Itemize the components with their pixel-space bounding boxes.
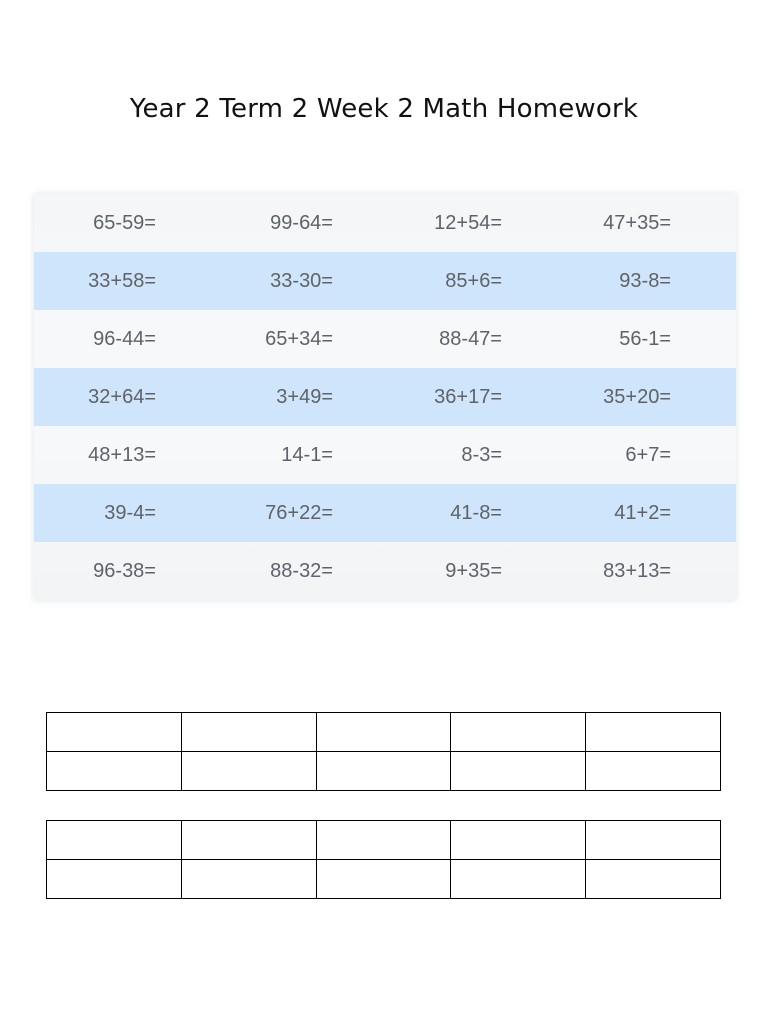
answer-cell[interactable]: [181, 860, 316, 899]
problem-cell: 33-30=: [270, 270, 333, 292]
problem-cell: 65-59=: [93, 212, 156, 234]
problem-cell: 99-64=: [270, 212, 333, 234]
answer-cell[interactable]: [316, 713, 451, 752]
problem-cell: 35+20=: [603, 386, 671, 408]
answer-grid-1: [46, 712, 721, 791]
answer-cell[interactable]: [316, 821, 451, 860]
problem-row-6: [34, 484, 736, 542]
problem-cell: 76+22=: [265, 502, 333, 524]
answer-cell[interactable]: [451, 713, 586, 752]
problem-cell: 41-8=: [450, 502, 502, 524]
answer-row: [47, 821, 721, 860]
answer-cell[interactable]: [47, 821, 182, 860]
answer-cell[interactable]: [181, 752, 316, 791]
problem-cell: 96-44=: [93, 328, 156, 350]
problem-cell: 47+35=: [603, 212, 671, 234]
answer-cell[interactable]: [451, 752, 586, 791]
problem-row-4: [34, 368, 736, 426]
answer-cell[interactable]: [451, 821, 586, 860]
answer-cell[interactable]: [451, 860, 586, 899]
problem-cell: 6+7=: [625, 444, 671, 466]
problem-row-3: [34, 310, 736, 368]
problem-row-5: [34, 426, 736, 484]
problem-row-2: [34, 252, 736, 310]
problem-cell: 3+49=: [276, 386, 333, 408]
answer-cell[interactable]: [47, 860, 182, 899]
problem-cell: 65+34=: [265, 328, 333, 350]
problem-photo: [34, 194, 736, 600]
problem-cell: 88-47=: [439, 328, 502, 350]
problem-cell: 36+17=: [434, 386, 502, 408]
answer-cell[interactable]: [586, 821, 721, 860]
problem-cell: 8-3=: [461, 444, 502, 466]
answer-cell[interactable]: [316, 860, 451, 899]
problem-cell: 12+54=: [434, 212, 502, 234]
answer-row: [47, 860, 721, 899]
problem-cell: 33+58=: [88, 270, 156, 292]
answer-cell[interactable]: [586, 752, 721, 791]
problem-cell: 39-4=: [104, 502, 156, 524]
problem-cell: 88-32=: [270, 560, 333, 582]
problem-cell: 56-1=: [619, 328, 671, 350]
answer-cell[interactable]: [316, 752, 451, 791]
problem-cell: 41+2=: [614, 502, 671, 524]
answer-grid-2: [46, 820, 721, 899]
problem-row-7: [34, 542, 736, 600]
problem-cell: 14-1=: [281, 444, 333, 466]
problem-cell: 93-8=: [619, 270, 671, 292]
answer-cell[interactable]: [586, 860, 721, 899]
problem-cell: 83+13=: [603, 560, 671, 582]
answer-cell[interactable]: [47, 752, 182, 791]
problem-row-1: [34, 194, 736, 252]
problem-cell: 48+13=: [88, 444, 156, 466]
problem-cell: 32+64=: [88, 386, 156, 408]
answer-row: [47, 713, 721, 752]
problem-cell: 85+6=: [445, 270, 502, 292]
problem-cell: 96-38=: [93, 560, 156, 582]
answer-row: [47, 752, 721, 791]
problem-cell: 9+35=: [445, 560, 502, 582]
answer-cell[interactable]: [181, 821, 316, 860]
answer-cell[interactable]: [47, 713, 182, 752]
page-title: Year 2 Term 2 Week 2 Math Homework: [129, 94, 639, 124]
answer-cell[interactable]: [586, 713, 721, 752]
answer-cell[interactable]: [181, 713, 316, 752]
